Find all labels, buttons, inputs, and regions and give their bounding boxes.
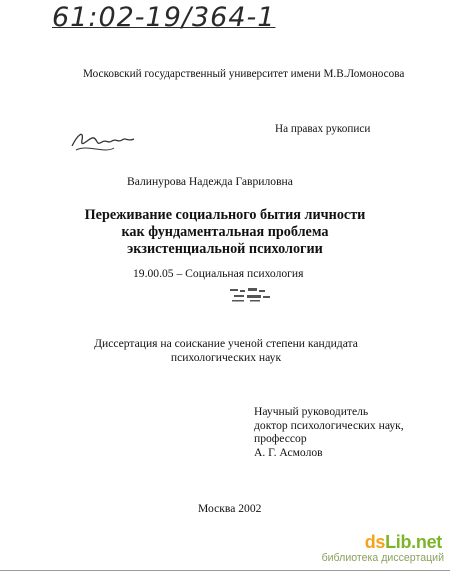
logo-part-lib: Lib.net (385, 532, 442, 552)
dissertation-title (70, 207, 380, 258)
advisor-line: доктор психологических наук, (254, 418, 404, 432)
title-line: экзистенциальной психологии (127, 241, 323, 257)
advisor-line: Научный руководитель (254, 405, 369, 418)
watermark-caption: библиотека диссертаций (321, 552, 444, 564)
degree-line: психологических наук (170, 351, 282, 364)
university-name: Московский государственный университет имени М.В.Ломоносова (83, 68, 405, 80)
title-line: как фундаментальная проблема (121, 224, 329, 240)
degree-line: Диссертация на соискание ученой степени кандидата (94, 337, 358, 350)
city-year: Москва 2002 (198, 502, 262, 515)
title-line: Переживание социального бытия личности (84, 207, 366, 223)
page-bottom-edge (0, 570, 450, 580)
handwritten-archive-code: 61:02-19/364-1 (52, 2, 276, 33)
degree-statement (88, 337, 364, 365)
dslib-watermark (321, 532, 448, 570)
signature-icon (68, 124, 158, 158)
dslib-logo (365, 532, 442, 553)
library-stamp-icon (228, 286, 278, 304)
scientific-advisor (254, 405, 404, 459)
manuscript-rights-note: На правах рукописи (275, 123, 371, 135)
specialty-code: 19.00.05 – Социальная психология (133, 267, 304, 280)
author-name: Валинурова Надежда Гавриловна (127, 175, 293, 188)
advisor-line: А. Г. Асмолов (254, 445, 323, 459)
logo-part-ds: ds (364, 532, 386, 552)
advisor-line: профессор (254, 432, 307, 445)
